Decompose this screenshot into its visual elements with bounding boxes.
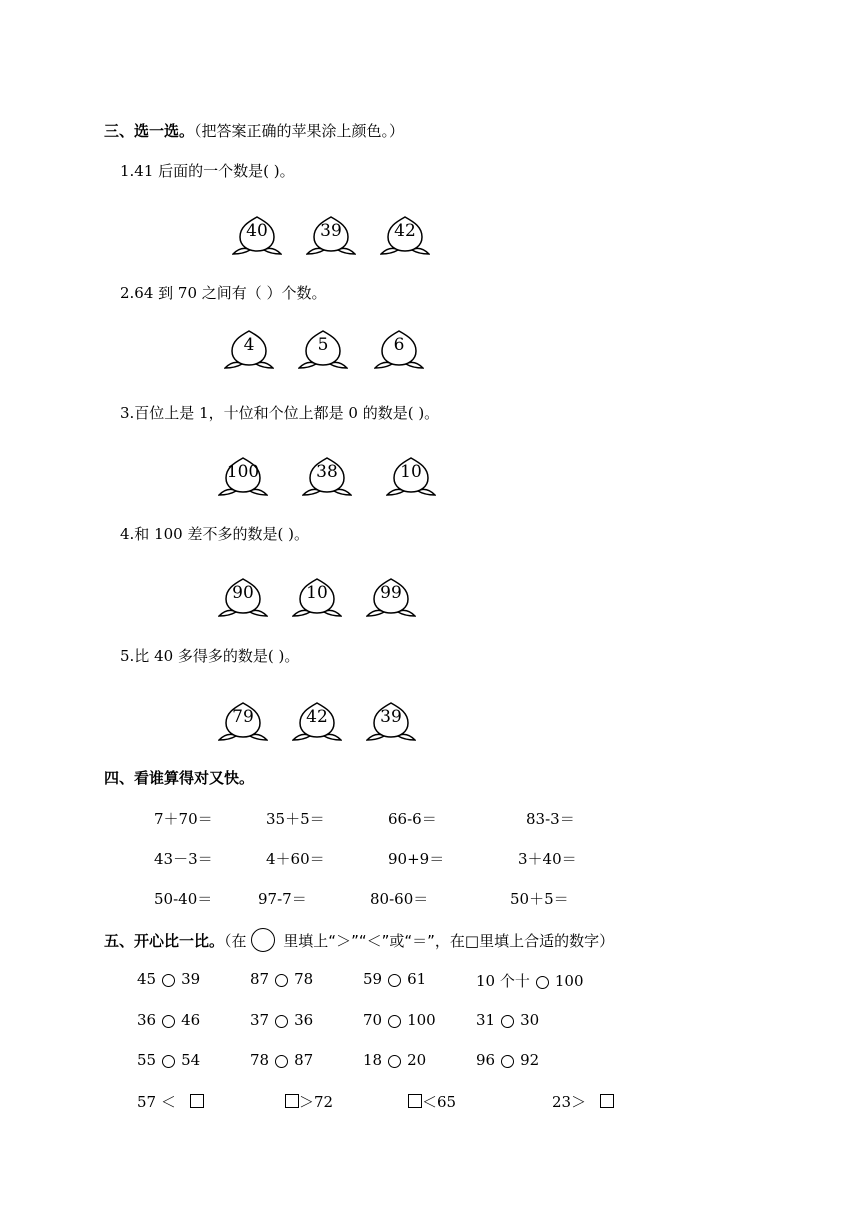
compare-right: 61 <box>407 970 427 988</box>
apple-number: 10 <box>306 583 328 603</box>
answer-apple-5-2[interactable] <box>292 700 342 742</box>
apple-number: 40 <box>246 221 268 241</box>
compare-right: 30 <box>520 1011 540 1029</box>
compare-item <box>363 1011 436 1029</box>
answer-apple-3-1[interactable] <box>218 455 268 497</box>
answer-circle[interactable] <box>388 1015 401 1028</box>
compare-item <box>137 970 200 988</box>
calc-problem: 66-6＝ <box>388 810 437 828</box>
compare-item <box>363 1051 426 1069</box>
calc-problem: 7＋70＝ <box>154 810 213 828</box>
calc-problem: 50-40＝ <box>154 890 213 908</box>
answer-circle[interactable] <box>162 974 175 987</box>
apple-number: 10 <box>400 462 422 482</box>
answer-apple-5-3[interactable] <box>366 700 416 742</box>
apple-number: 100 <box>226 462 260 482</box>
compare-right: 54 <box>181 1051 201 1069</box>
answer-circle[interactable] <box>162 1015 175 1028</box>
apple-number: 39 <box>320 221 342 241</box>
compare-left: 31 <box>476 1011 496 1029</box>
answer-apple-3-3[interactable] <box>386 455 436 497</box>
section-5-note-post: 里填上“＞”“＜”或“＝”，在□里填上合适的数字） <box>278 932 615 950</box>
compare-left: 59 <box>363 970 383 988</box>
compare-item <box>476 1051 539 1069</box>
apple-number: 6 <box>393 335 405 355</box>
answer-apple-2-1[interactable] <box>224 328 274 370</box>
fill-box-item <box>408 1091 456 1112</box>
apple-number: 4 <box>243 335 255 355</box>
compare-left: 96 <box>476 1051 496 1069</box>
compare-left: 55 <box>137 1051 157 1069</box>
answer-apple-2-3[interactable] <box>374 328 424 370</box>
compare-item <box>137 1051 200 1069</box>
apple-number: 79 <box>232 707 254 727</box>
apple-number: 5 <box>317 335 329 355</box>
compare-left: 36 <box>137 1011 157 1029</box>
apple-number: 42 <box>306 707 328 727</box>
compare-left: 87 <box>250 970 270 988</box>
compare-right: 20 <box>407 1051 427 1069</box>
fill-box-item <box>285 1091 333 1112</box>
calc-problem: 97-7＝ <box>258 890 307 908</box>
compare-right: 36 <box>294 1011 314 1029</box>
compare-item <box>137 1011 200 1029</box>
compare-right: 100 <box>554 972 584 990</box>
question-3: 3.百位上是 1，十位和个位上都是 0 的数是( )。 <box>120 404 440 422</box>
compare-right: 39 <box>181 970 201 988</box>
answer-apple-1-1[interactable] <box>232 214 282 256</box>
answer-circle[interactable] <box>536 976 549 989</box>
fill-box-item <box>552 1091 614 1112</box>
calc-problem: 3＋40＝ <box>518 850 577 868</box>
compare-right: 78 <box>294 970 314 988</box>
answer-box[interactable] <box>285 1094 299 1108</box>
question-5: 5.比 40 多得多的数是( )。 <box>120 647 300 665</box>
compare-item <box>363 970 426 988</box>
answer-box[interactable] <box>190 1094 204 1108</box>
answer-apple-4-1[interactable] <box>218 576 268 618</box>
apple-number: 90 <box>232 583 254 603</box>
answer-circle[interactable] <box>388 1055 401 1068</box>
answer-apple-5-1[interactable] <box>218 700 268 742</box>
compare-item <box>476 970 584 991</box>
calc-problem: 4＋60＝ <box>266 850 325 868</box>
compare-item <box>476 1011 539 1029</box>
compare-left: 10 个十 <box>476 972 530 990</box>
fill-pre: 23＞ <box>552 1093 587 1111</box>
fill-post: ＞72 <box>299 1093 334 1111</box>
question-1: 1.41 后面的一个数是( )。 <box>120 162 295 180</box>
calc-problem: 50＋5＝ <box>510 890 569 908</box>
compare-left: 70 <box>363 1011 383 1029</box>
answer-circle[interactable] <box>275 1015 288 1028</box>
apple-number: 38 <box>316 462 338 482</box>
answer-circle[interactable] <box>162 1055 175 1068</box>
answer-box[interactable] <box>600 1094 614 1108</box>
circle-symbol-icon <box>251 928 275 952</box>
calc-problem: 43－3＝ <box>154 850 213 868</box>
calc-problem: 35＋5＝ <box>266 810 325 828</box>
apple-number: 99 <box>380 583 402 603</box>
answer-circle[interactable] <box>501 1055 514 1068</box>
compare-left: 45 <box>137 970 157 988</box>
answer-apple-2-2[interactable] <box>298 328 348 370</box>
section-5-title: 五、开心比一比。 <box>104 932 225 950</box>
answer-circle[interactable] <box>501 1015 514 1028</box>
calc-problem: 90+9＝ <box>388 850 445 868</box>
answer-circle[interactable] <box>388 974 401 987</box>
section-4-title: 四、看谁算得对又快。 <box>104 769 255 787</box>
compare-left: 78 <box>250 1051 270 1069</box>
question-2: 2.64 到 70 之间有（ ）个数。 <box>120 284 327 302</box>
fill-post: ＜65 <box>422 1093 457 1111</box>
section-3-title: 三、选一选。 <box>104 122 195 140</box>
answer-apple-1-2[interactable] <box>306 214 356 256</box>
compare-right: 92 <box>520 1051 540 1069</box>
apple-number: 39 <box>380 707 402 727</box>
answer-apple-4-3[interactable] <box>366 576 416 618</box>
fill-box-item <box>137 1091 204 1112</box>
answer-apple-1-3[interactable] <box>380 214 430 256</box>
compare-right: 87 <box>294 1051 314 1069</box>
compare-right: 100 <box>407 1011 436 1029</box>
compare-item <box>250 1051 313 1069</box>
answer-circle[interactable] <box>275 1055 288 1068</box>
section-5-heading <box>104 928 614 952</box>
question-4: 4.和 100 差不多的数是( )。 <box>120 525 309 543</box>
calc-problem: 83-3＝ <box>526 810 575 828</box>
compare-left: 18 <box>363 1051 383 1069</box>
section-5-note-pre: （在 <box>224 932 247 950</box>
section-3-note: （把答案正确的苹果涂上颜色。） <box>194 122 405 140</box>
answer-circle[interactable] <box>275 974 288 987</box>
compare-right: 46 <box>181 1011 201 1029</box>
fill-pre: 57 ＜ <box>137 1093 176 1111</box>
answer-apple-3-2[interactable] <box>302 455 352 497</box>
compare-item <box>250 970 313 988</box>
calc-problem: 80-60＝ <box>370 890 429 908</box>
section-3-heading <box>104 120 404 141</box>
answer-apple-4-2[interactable] <box>292 576 342 618</box>
apple-number: 42 <box>394 221 416 241</box>
compare-left: 37 <box>250 1011 270 1029</box>
answer-box[interactable] <box>408 1094 422 1108</box>
compare-item <box>250 1011 313 1029</box>
